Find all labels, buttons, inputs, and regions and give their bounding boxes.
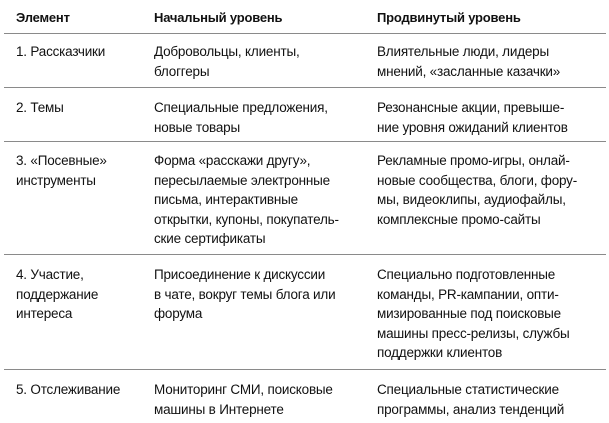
cell-line: 1. Рассказчики [16, 44, 106, 59]
cell-line: Присоединение к дискуссии [154, 267, 326, 282]
cell-line: программы, анализ тенденций [377, 401, 565, 417]
header-element: Элемент [16, 10, 70, 25]
cell-line: комплексные промо-сайты [377, 211, 541, 227]
cell-line: Специальные предложения, [154, 100, 328, 115]
table-header-row [4, 0, 606, 34]
cell-line: форума [154, 306, 203, 321]
cell-line: 5. Отслеживание [16, 382, 121, 397]
basic-level-cell [152, 380, 377, 423]
cell-line: новые товары [154, 119, 240, 135]
table-row [4, 34, 606, 88]
element-cell [4, 98, 152, 141]
cell-line: открытки, купоны, покупатель- [154, 211, 339, 227]
element-cell [4, 380, 152, 423]
header-advanced-level: Продвинутый уровень [377, 10, 521, 25]
cell-line: Резонансные акции, превыше- [377, 100, 565, 115]
table-row [4, 88, 606, 142]
cell-line: поддержки клиентов [377, 345, 503, 360]
cell-line: интереса [16, 306, 73, 321]
cell-line: письма, интерактивные [154, 192, 298, 207]
cell-line: блоггеры [154, 63, 210, 79]
cell-line: машины в Интернете [154, 401, 284, 417]
cell-line: ские сертификаты [154, 231, 266, 246]
cell-line: Специальные статистические [377, 382, 559, 397]
comparison-table [4, 0, 606, 423]
cell-line: Влиятельные люди, лидеры [377, 44, 549, 59]
cell-line: в чате, вокруг темы блога или [154, 286, 336, 302]
cell-line: 4. Участие, [16, 267, 84, 282]
basic-level-cell [152, 98, 377, 141]
cell-line: 3. «Посевные» [16, 153, 107, 168]
table-row [4, 255, 606, 370]
cell-line: мы, видеоклипы, аудиофайлы, [377, 192, 566, 207]
advanced-level-cell [377, 380, 606, 423]
cell-line: ние уровня ожиданий клиентов [377, 119, 568, 135]
basic-level-cell [152, 42, 377, 87]
cell-line: команды, PR-кампании, опти- [377, 286, 559, 302]
cell-line: новые сообщества, блоги, фору- [377, 172, 578, 188]
cell-line: поддержание [16, 286, 99, 302]
element-cell [4, 265, 152, 369]
element-cell [4, 42, 152, 87]
cell-line: пересылаемые электронные [154, 172, 330, 188]
basic-level-cell [152, 265, 377, 369]
basic-level-cell [152, 151, 377, 254]
advanced-level-cell [377, 265, 606, 369]
cell-line: мизированные под поисковые [377, 306, 561, 321]
cell-line: инструменты [16, 172, 96, 188]
cell-line: Форма «расскажи другу», [154, 153, 311, 168]
table-row [4, 142, 606, 255]
cell-line: 2. Темы [16, 100, 64, 115]
cell-line: мнений, «засланные казачки» [377, 63, 561, 79]
advanced-level-cell [377, 42, 606, 87]
advanced-level-cell [377, 151, 606, 254]
cell-line: Рекламные промо-игры, онлай- [377, 153, 570, 168]
advanced-level-cell [377, 98, 606, 141]
table-row [4, 370, 606, 423]
cell-line: Специально подготовленные [377, 267, 556, 282]
header-basic-level: Начальный уровень [154, 10, 283, 25]
element-cell [4, 151, 152, 254]
cell-line: машины пресс-релизы, службы [377, 325, 570, 341]
cell-line: Добровольцы, клиенты, [154, 44, 300, 59]
cell-line: Мониторинг СМИ, поисковые [154, 382, 333, 397]
